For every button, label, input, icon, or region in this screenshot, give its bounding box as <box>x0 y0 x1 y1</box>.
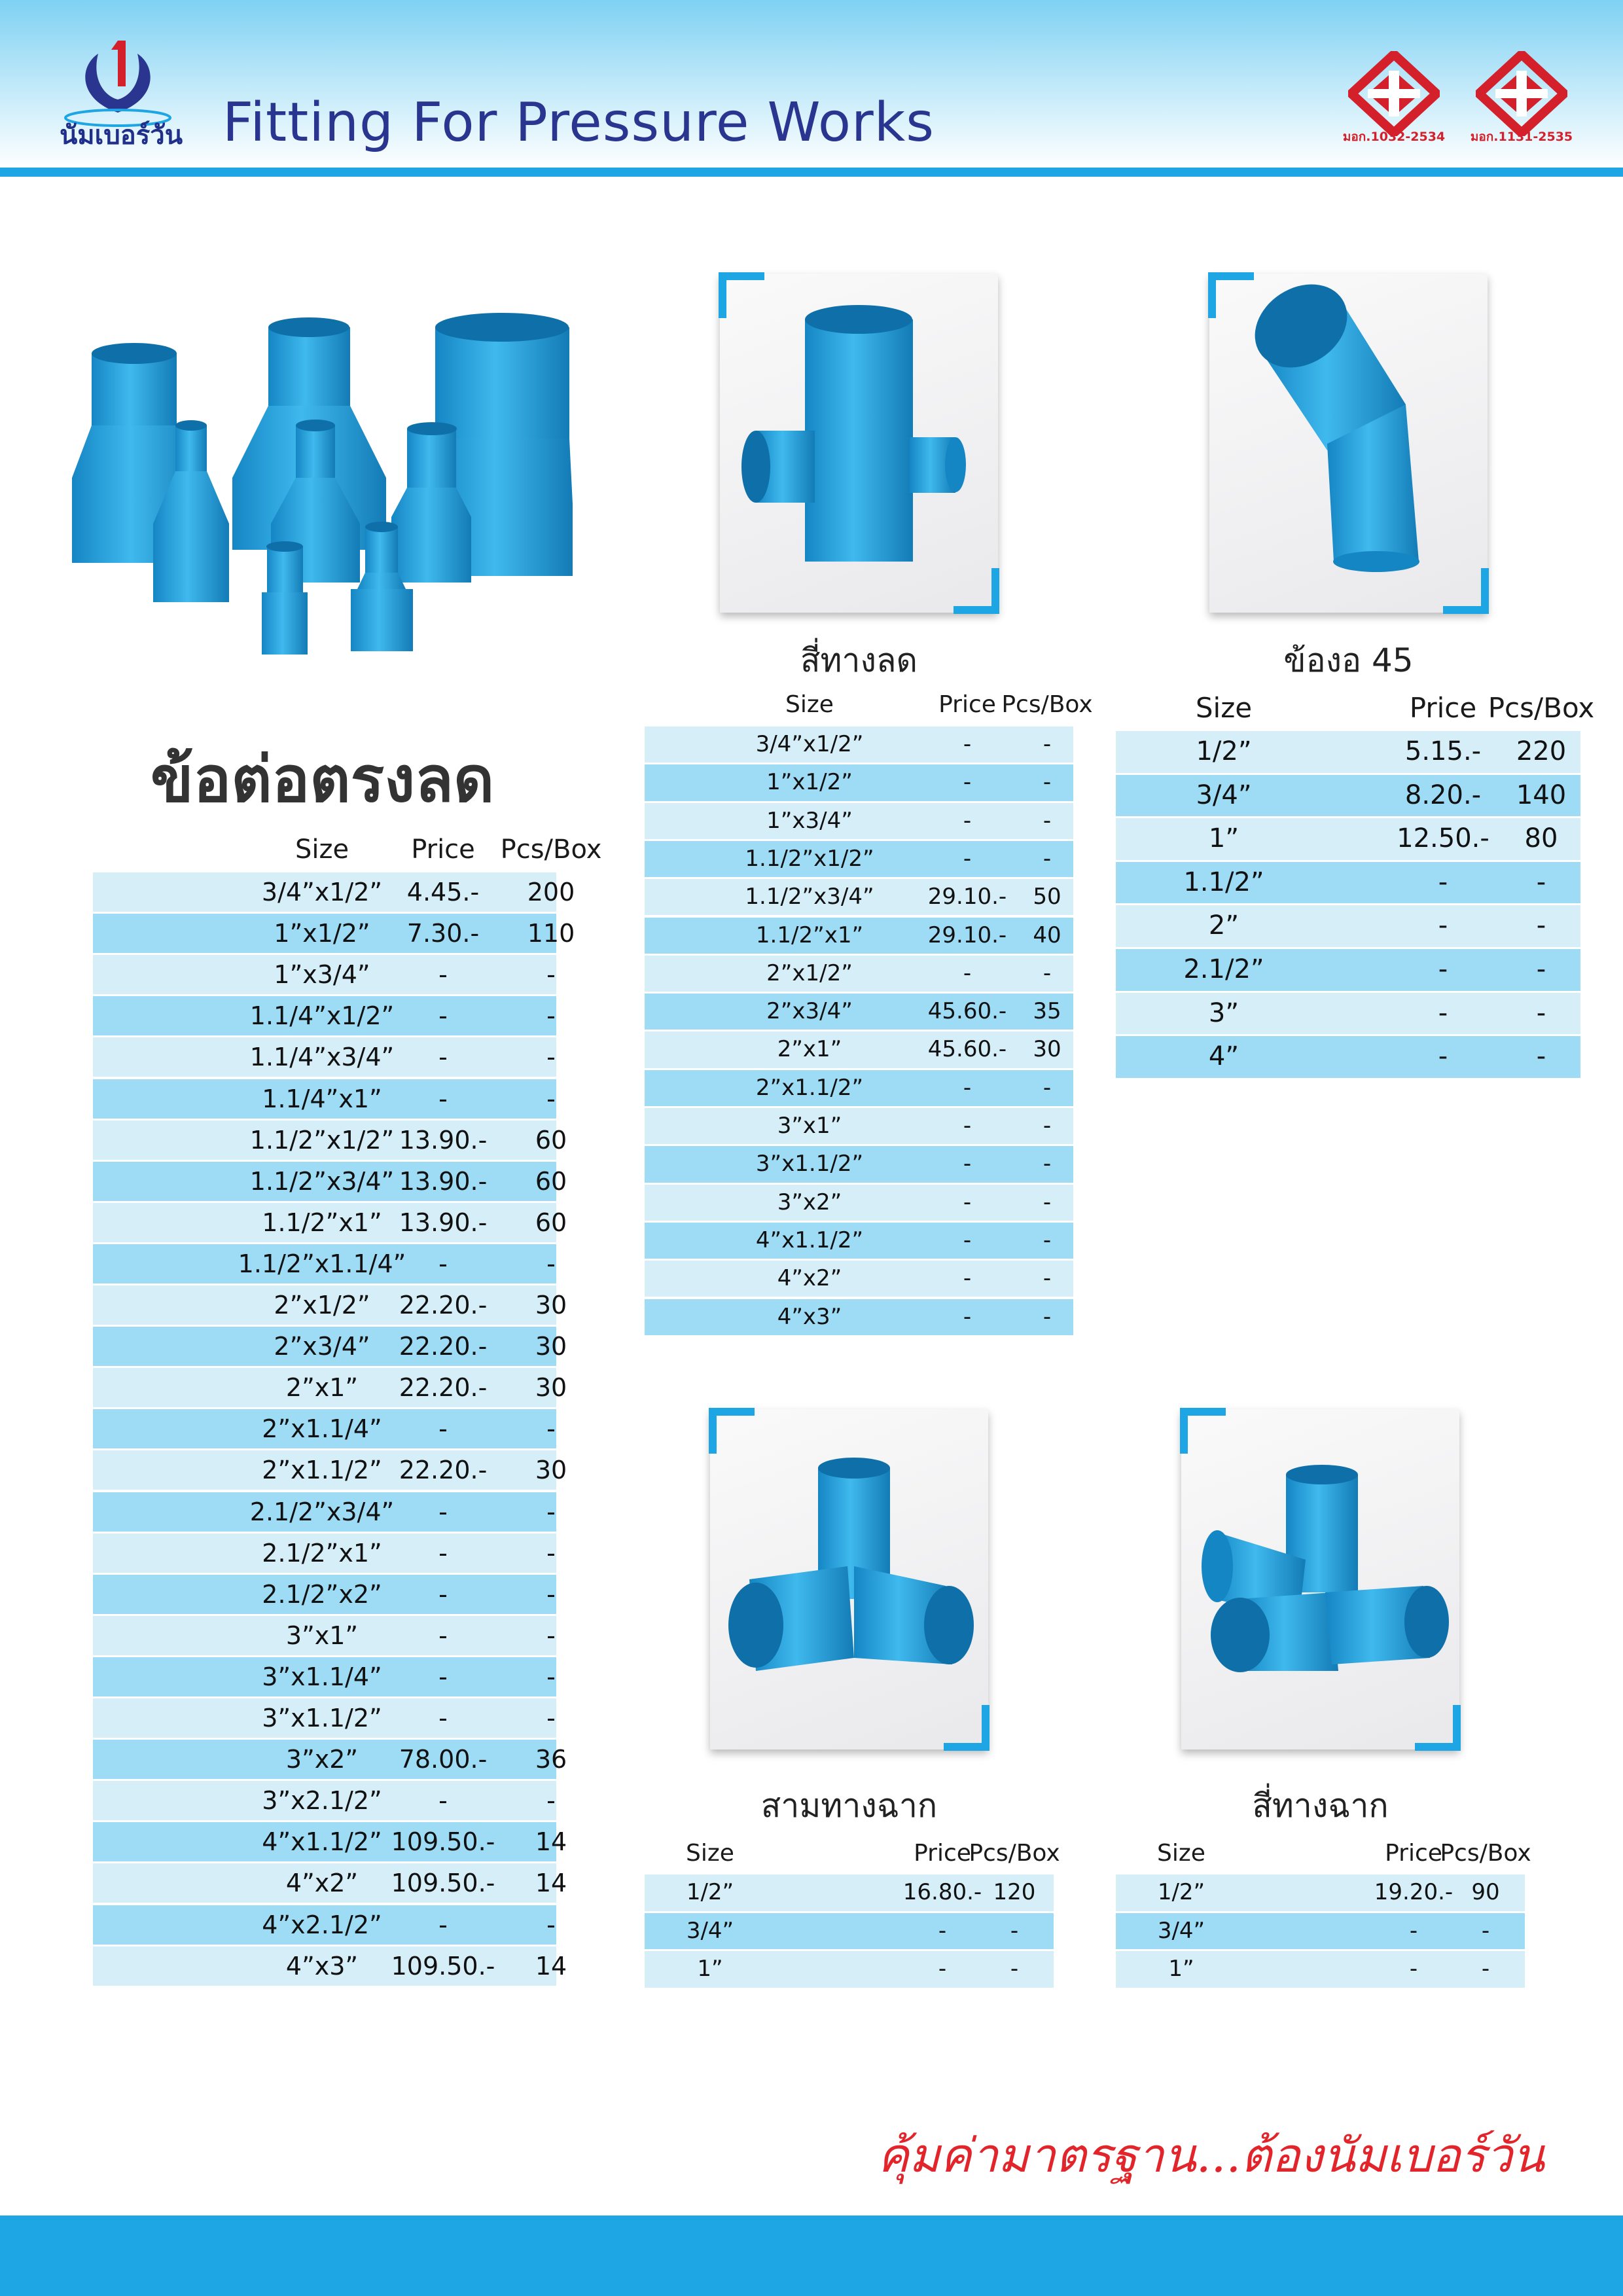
table-row <box>645 764 1073 800</box>
cell-size: 4” <box>1208 1041 1240 1072</box>
footer-bar <box>0 2215 1623 2296</box>
cell-pcs: - <box>1010 1956 1019 1982</box>
cell-pcs: 14 <box>535 1827 567 1857</box>
table-row <box>93 1121 567 1160</box>
table-row <box>1116 1951 1525 1988</box>
cell-price: - <box>1409 1917 1418 1944</box>
cell-pcs: 50 <box>1033 884 1061 910</box>
cell-price: - <box>438 1704 448 1732</box>
cell-size: 2” <box>1208 910 1240 941</box>
table-row <box>1116 905 1580 947</box>
table-row <box>93 1822 567 1861</box>
cell-size: 2”x1” <box>777 1036 842 1063</box>
page-title: Fitting For Pressure Works <box>223 92 935 154</box>
reducer-section-title: ข้อต่อตรงลด <box>151 743 495 816</box>
cell-price: 109.50.- <box>391 1951 495 1981</box>
cell-price: - <box>938 1956 947 1982</box>
cell-size: 2.1/2” <box>1183 954 1264 984</box>
table-row <box>93 1946 567 1986</box>
table-row <box>645 994 1073 1030</box>
cell-price: 13.90.- <box>399 1166 488 1196</box>
tis-standard-mark-icon <box>1476 51 1567 136</box>
cell-price: - <box>1409 1956 1418 1982</box>
cell-price: - <box>438 960 448 990</box>
cell-price: 22.20.- <box>399 1332 488 1361</box>
table-row <box>645 918 1073 954</box>
cell-pcs: - <box>1043 1227 1052 1253</box>
cell-price: 109.50.- <box>391 1869 495 1898</box>
cell-price: - <box>438 1497 448 1526</box>
cell-pcs: 40 <box>1033 922 1061 948</box>
table-row <box>645 1031 1073 1067</box>
table-row <box>1116 775 1580 817</box>
cell-price: - <box>938 1917 947 1944</box>
cell-price: - <box>963 1113 972 1139</box>
table-row <box>93 1698 556 1738</box>
column-header-pcs: Pcs/Box <box>1001 691 1093 718</box>
cell-size: 1”x3/4” <box>766 807 853 834</box>
cell-price: 13.90.- <box>399 1125 488 1155</box>
cell-pcs: - <box>1043 731 1052 757</box>
cell-price: - <box>963 1189 972 1215</box>
cell-price: - <box>1438 1041 1448 1072</box>
cell-pcs: - <box>546 1910 556 1939</box>
cell-size: 4”x3” <box>777 1303 842 1330</box>
table-row <box>93 1037 556 1077</box>
column-header-price: Price <box>914 1840 971 1867</box>
table-row <box>645 1223 1073 1259</box>
cell-pcs: - <box>1043 1303 1052 1330</box>
cell-price: - <box>1438 867 1448 897</box>
cell-size: 3/4” <box>686 1917 734 1944</box>
four-way-corner-title: สี่ทางฉาก <box>1252 1787 1389 1825</box>
cell-price: - <box>963 807 972 834</box>
cell-price: - <box>963 1151 972 1177</box>
table-row <box>93 1781 556 1820</box>
cross-reducer-photo <box>720 274 998 613</box>
cell-size: 1/2” <box>1157 1879 1205 1905</box>
cell-size: 3”x1.1/2” <box>755 1151 864 1177</box>
table-row <box>93 955 556 994</box>
cell-size: 3/4” <box>1157 1917 1205 1944</box>
cell-price: 19.20.- <box>1374 1879 1454 1905</box>
cell-pcs: - <box>546 1621 556 1650</box>
cell-size: 1.1/2”x1” <box>755 922 864 948</box>
cell-price: - <box>963 1074 972 1101</box>
cell-pcs: - <box>546 960 556 990</box>
elbow-45-title: ข้องอ 45 <box>1283 641 1414 679</box>
cell-price: 4.45.- <box>406 878 480 906</box>
column-header-price: Price <box>1385 1840 1442 1867</box>
three-way-corner-photo <box>710 1409 988 1749</box>
cell-size: 1.1/2”x3/4” <box>745 884 874 910</box>
column-header-price: Price <box>938 691 996 718</box>
cell-size: 2”x1” <box>285 1373 359 1403</box>
cell-size: 3”x1” <box>777 1113 842 1139</box>
cell-size: 3”x2” <box>285 1745 359 1774</box>
cell-pcs: - <box>546 1662 556 1691</box>
cell-pcs: 14 <box>535 1951 567 1981</box>
cell-price: 109.50.- <box>391 1827 495 1857</box>
cell-price: - <box>438 1538 448 1568</box>
cell-pcs: - <box>546 1249 556 1278</box>
table-row <box>93 1657 556 1696</box>
table-row <box>1116 1036 1580 1078</box>
cell-size: 3”x2” <box>777 1189 842 1215</box>
cell-price: 78.00.- <box>399 1745 488 1774</box>
cell-price: - <box>438 1662 448 1691</box>
cell-size: 1.1/4”x1” <box>262 1084 382 1113</box>
table-row <box>645 841 1073 877</box>
cell-pcs: 110 <box>527 919 575 948</box>
table-row <box>93 996 556 1035</box>
cell-price: 8.20.- <box>1404 780 1482 810</box>
cell-pcs: 220 <box>1516 736 1567 766</box>
cell-size: 1.1/4”x1/2” <box>249 1001 395 1031</box>
cell-pcs: 30 <box>1033 1036 1061 1063</box>
cell-size: 3”x1.1/4” <box>262 1662 382 1691</box>
cell-size: 2.1/2”x3/4” <box>249 1497 395 1526</box>
cell-pcs: - <box>1043 769 1052 796</box>
table-row <box>645 879 1073 915</box>
table-row <box>645 1261 1073 1297</box>
cell-size: 1.1/2”x1/2” <box>745 845 874 872</box>
table-row <box>93 1162 567 1201</box>
cell-price: - <box>438 1001 448 1031</box>
table-row <box>1116 993 1580 1035</box>
cell-pcs: 14 <box>535 1869 567 1898</box>
cell-size: 3/4” <box>1196 780 1252 810</box>
cell-price: - <box>438 1621 448 1650</box>
table-row <box>645 726 1073 762</box>
table-row <box>93 1492 556 1532</box>
three-way-corner-title: สามทางฉาก <box>760 1787 938 1825</box>
cell-pcs: 140 <box>1516 780 1567 810</box>
cell-size: 1.1/2”x1/2” <box>249 1125 395 1155</box>
cell-pcs: - <box>546 1579 556 1609</box>
cell-price: 16.80.- <box>902 1879 982 1905</box>
cell-size: 1” <box>697 1956 723 1982</box>
cell-pcs: 30 <box>535 1456 567 1485</box>
table-row <box>93 1285 567 1325</box>
standard-label: มอก.1131-2535 <box>1470 130 1573 144</box>
brand-name: นัมเบอร์วัน <box>59 120 183 151</box>
cell-price: - <box>963 845 972 872</box>
table-row <box>93 1905 556 1945</box>
table-row <box>645 1108 1073 1144</box>
cell-pcs: - <box>1043 1113 1052 1139</box>
cell-price: 45.60.- <box>927 998 1007 1025</box>
column-header-size: Size <box>1195 692 1253 724</box>
cell-size: 1”x1/2” <box>274 919 370 948</box>
cell-price: 29.10.- <box>927 884 1007 910</box>
cell-pcs: - <box>1481 1917 1490 1944</box>
cell-price: - <box>963 1265 972 1292</box>
cell-pcs: - <box>1536 1041 1546 1072</box>
cell-price: 13.90.- <box>399 1208 488 1237</box>
cell-size: 2”x1/2” <box>274 1291 370 1319</box>
tis-standard-mark-icon <box>1348 51 1440 136</box>
table-row <box>1116 862 1580 904</box>
cell-pcs: 35 <box>1033 998 1061 1025</box>
cell-price: - <box>963 1303 972 1330</box>
column-header-price: Price <box>1409 692 1477 724</box>
cell-size: 1”x1/2” <box>766 769 853 796</box>
cell-pcs: 30 <box>535 1332 567 1361</box>
cell-price: - <box>438 1786 448 1816</box>
cell-size: 1.1/4”x3/4” <box>249 1043 395 1072</box>
cell-price: - <box>438 1249 448 1278</box>
table-row <box>1116 949 1580 991</box>
table-row <box>645 1070 1073 1106</box>
cell-size: 1” <box>1208 823 1240 854</box>
table-row <box>93 1368 567 1407</box>
table-row <box>93 1327 567 1366</box>
cell-pcs: - <box>1043 1265 1052 1292</box>
cell-pcs: 120 <box>993 1879 1036 1905</box>
cell-pcs: - <box>546 1786 556 1816</box>
table-row <box>93 1616 556 1655</box>
cell-size: 1”x3/4” <box>274 960 370 990</box>
table-row <box>93 1740 567 1779</box>
column-header-pcs: Pcs/Box <box>500 834 602 865</box>
cell-pcs: 60 <box>535 1166 567 1196</box>
cell-pcs: 80 <box>1524 823 1558 854</box>
cell-pcs: - <box>546 1497 556 1526</box>
table-row <box>645 1913 1054 1950</box>
cell-price: - <box>438 1579 448 1609</box>
footer-slogan: คุ้มค่ามาตรฐาน...ต้องนัมเบอร์วัน <box>877 2128 1544 2183</box>
table-row <box>93 1575 556 1614</box>
table-row <box>645 803 1073 839</box>
cell-price: 22.20.- <box>399 1456 488 1485</box>
cell-size: 2”x1.1/2” <box>262 1456 382 1485</box>
column-header-size: Size <box>294 834 349 865</box>
cell-pcs: 200 <box>527 878 575 906</box>
cell-pcs: - <box>546 1043 556 1072</box>
cell-pcs: 60 <box>535 1208 567 1237</box>
cell-pcs: - <box>546 1538 556 1568</box>
cross-reducer-title: สี่ทางลด <box>800 641 918 679</box>
cell-price: - <box>1438 997 1448 1028</box>
table-row <box>93 872 575 912</box>
cell-size: 3” <box>1208 997 1240 1028</box>
cell-pcs: 60 <box>535 1125 567 1155</box>
cell-pcs: - <box>1536 910 1546 941</box>
reducer-fittings-photo <box>65 308 582 661</box>
cell-size: 4”x3” <box>285 1951 359 1981</box>
cell-size: 4”x2” <box>777 1265 842 1292</box>
cell-size: 2”x1.1/4” <box>262 1414 382 1444</box>
cell-pcs: - <box>546 1001 556 1031</box>
cell-size: 3/4”x1/2” <box>755 731 864 757</box>
cell-price: - <box>963 769 972 796</box>
cell-pcs: - <box>1481 1956 1490 1982</box>
table-row <box>93 1534 556 1573</box>
cell-price: 22.20.- <box>399 1373 488 1403</box>
cell-pcs: 30 <box>535 1373 567 1403</box>
elbow-45-photo <box>1209 274 1488 613</box>
cell-price: 5.15.- <box>1404 736 1482 766</box>
cell-pcs: - <box>546 1084 556 1113</box>
cell-pcs: 30 <box>535 1291 567 1319</box>
cell-size: 4”x1.1/2” <box>755 1227 864 1253</box>
column-header-size: Size <box>686 1840 734 1867</box>
cell-pcs: 36 <box>535 1745 567 1774</box>
table-row <box>93 1863 567 1903</box>
column-header-size: Size <box>1157 1840 1205 1867</box>
table-row <box>1116 1874 1525 1911</box>
column-header-pcs: Pcs/Box <box>1440 1840 1531 1867</box>
cell-price: - <box>963 731 972 757</box>
cell-pcs: 90 <box>1471 1879 1500 1905</box>
cell-pcs: - <box>1536 997 1546 1028</box>
cell-size: 3”x1” <box>285 1621 359 1650</box>
cell-price: 7.30.- <box>406 919 480 948</box>
cell-size: 1” <box>1168 1956 1194 1982</box>
cell-size: 2.1/2”x2” <box>262 1579 382 1609</box>
cell-size: 2”x3/4” <box>766 998 853 1025</box>
standard-label: มอก.1032-2534 <box>1342 130 1446 144</box>
cell-size: 3/4”x1/2” <box>261 878 383 906</box>
cell-size: 1.1/2”x1” <box>262 1208 382 1237</box>
cell-pcs: - <box>1043 1189 1052 1215</box>
table-row <box>645 1185 1073 1221</box>
cell-pcs: - <box>1536 867 1546 897</box>
table-row <box>1116 1913 1525 1950</box>
cell-size: 4”x2.1/2” <box>262 1910 382 1939</box>
cell-pcs: - <box>1043 1074 1052 1101</box>
cell-price: 22.20.- <box>399 1291 488 1319</box>
table-row <box>93 914 575 953</box>
cell-size: 4”x2” <box>285 1869 359 1898</box>
table-row <box>1116 731 1580 773</box>
cell-size: 2”x1.1/2” <box>755 1074 864 1101</box>
cell-size: 4”x1.1/2” <box>262 1827 382 1857</box>
cell-pcs: - <box>546 1704 556 1732</box>
cell-price: 12.50.- <box>1397 823 1489 854</box>
cell-size: 2.1/2”x1” <box>262 1538 382 1568</box>
cell-price: - <box>1438 910 1448 941</box>
cell-pcs: - <box>1043 960 1052 986</box>
cell-pcs: - <box>1043 845 1052 872</box>
column-header-pcs: Pcs/Box <box>1488 692 1595 724</box>
cell-pcs: - <box>1043 1151 1052 1177</box>
cell-pcs: - <box>546 1414 556 1444</box>
table-row <box>645 1299 1073 1335</box>
cell-size: 1.1/2”x3/4” <box>249 1166 395 1196</box>
column-header-size: Size <box>785 691 834 718</box>
table-row <box>645 1146 1073 1182</box>
cell-price: - <box>438 1084 448 1113</box>
cell-size: 1.1/2” <box>1183 867 1264 897</box>
table-row <box>93 1079 556 1119</box>
table-row <box>93 1450 567 1490</box>
cell-price: 45.60.- <box>927 1036 1007 1063</box>
cell-pcs: - <box>1043 807 1052 834</box>
cell-price: - <box>963 1227 972 1253</box>
table-row <box>645 1951 1054 1988</box>
cell-size: 1.1/2”x1.1/4” <box>238 1249 406 1278</box>
table-row <box>93 1203 567 1242</box>
cell-price: - <box>1438 954 1448 984</box>
cell-size: 2”x3/4” <box>274 1332 370 1361</box>
cell-pcs: - <box>1536 954 1546 984</box>
cell-price: - <box>438 1043 448 1072</box>
cell-size: 1/2” <box>1196 736 1252 766</box>
cell-price: - <box>438 1910 448 1939</box>
column-header-pcs: Pcs/Box <box>969 1840 1060 1867</box>
table-row <box>645 1874 1054 1911</box>
table-row <box>93 1409 556 1448</box>
column-header-price: Price <box>411 834 475 865</box>
table-row <box>1116 818 1580 860</box>
cell-pcs: - <box>1010 1917 1019 1944</box>
cell-price: - <box>438 1414 448 1444</box>
header-divider <box>0 168 1623 177</box>
cell-size: 1/2” <box>686 1879 734 1905</box>
cell-price: 29.10.- <box>927 922 1007 948</box>
cell-price: - <box>963 960 972 986</box>
cell-size: 3”x1.1/2” <box>262 1704 382 1732</box>
cell-size: 2”x1/2” <box>766 960 853 986</box>
four-way-corner-photo <box>1181 1409 1459 1749</box>
cell-size: 3”x2.1/2” <box>262 1786 382 1816</box>
table-row <box>645 956 1073 992</box>
table-row <box>93 1244 556 1283</box>
